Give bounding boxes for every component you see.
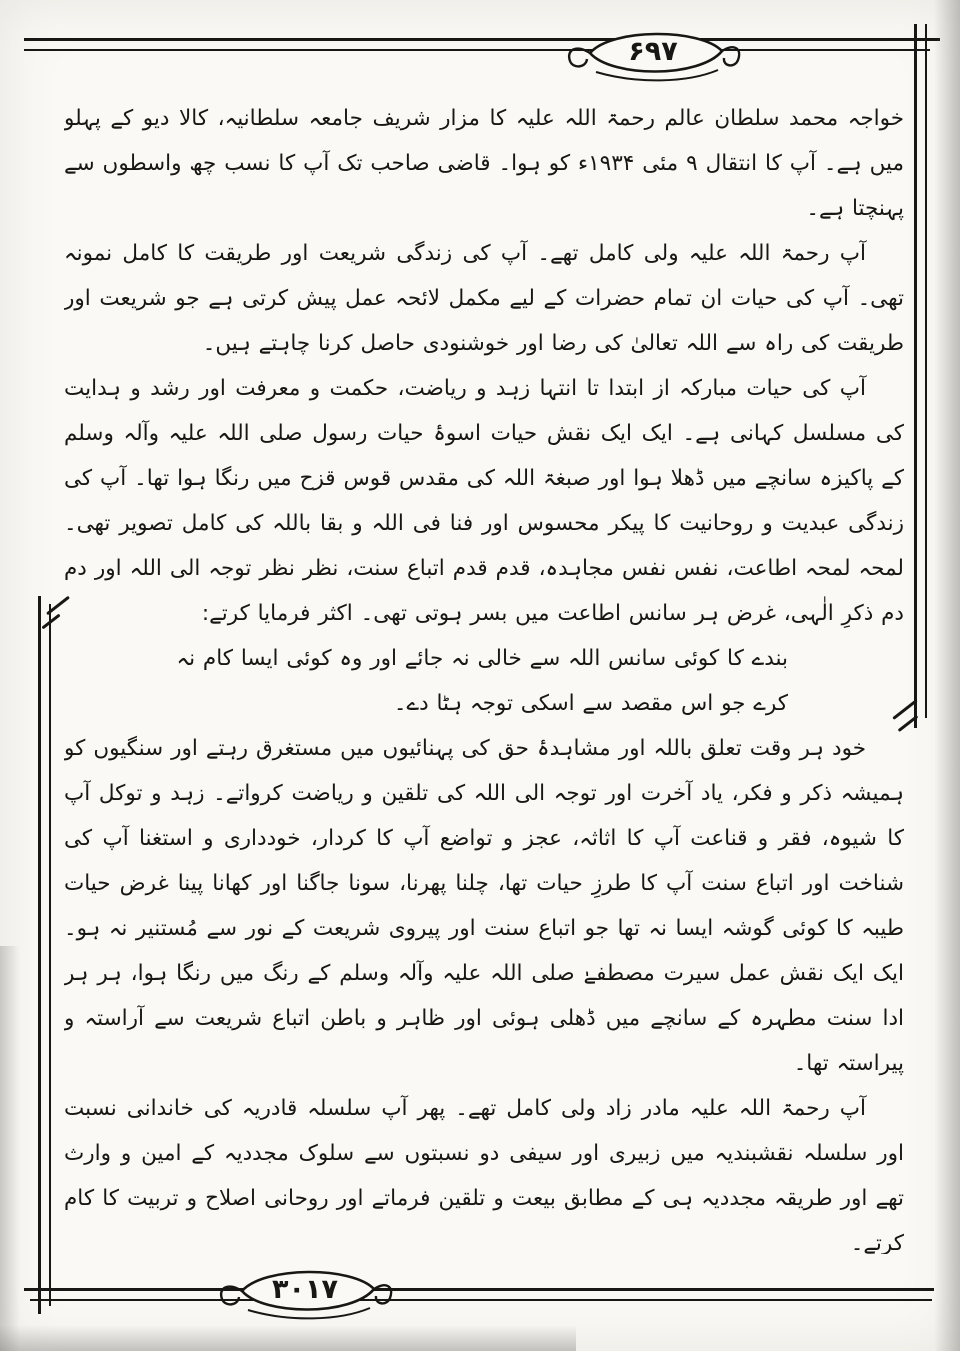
- border-left-outer-line: [38, 596, 41, 1314]
- quoted-saying: بندے کا کوئی سانس اللہ سے خالی نہ جائے اور وہ کوئی ایسا کام نہ کرے جو اس مقصد سے اسکی توجہ ہٹا دے۔: [176, 646, 788, 716]
- header-page-number-ornament: [562, 20, 744, 86]
- scan-shadow-bottom-edge: [0, 1325, 576, 1351]
- paragraph: خواجہ محمد سلطان عالم رحمۃ اللہ علیہ کا مزار شریف جامعہ سلطانیہ، کالا دیو کے پہلو میں ہے۔ آپ کا انتقال ۹ مئی ۱۹۳۴ء کو ہوا۔ قاضی صاحب تک آپ کا نسب چھ واسطوں سے پہنچتا ہے۔: [64, 106, 904, 221]
- paragraph: خود ہر وقت تعلق باللہ اور مشاہدۂ حق کی پہنائیوں میں مستغرق رہتے اور سنگیوں کو ہمیشہ ذکر و فکر، یاد آخرت اور توجہ الی اللہ کی تلقین و ریاضت کرواتے۔ زہد و توکل آپ کا شیوہ، فقر و قناعت آپ کا اثاثہ، عجز و تواضع آپ کا کردار، خودداری و استغنا آپ کی شناخت اور اتباع سنت آپ کا طرزِ حیات تھا، چلنا پھرنا، سونا جاگنا اور کھانا پینا غرض حیات طیبہ کا کوئی گوشہ ایسا نہ تھا جو اتباع سنت اور پیروی شریعت کے نور سے مُستنیر نہ ہو۔ ایک ایک نقش عمل سیرت مصطفےٰ صلی اللہ علیہ وآلہ وسلم کے رنگ میں رنگا ہوا، ہر ہر ادا سنت مطہرہ کے سانچے میں ڈھلی ہوئی اور ظاہر و باطن اتباع شریعت سے آراستہ و پیراستہ تھا۔: [64, 736, 904, 1076]
- paragraph: آپ رحمۃ اللہ علیہ ولی کامل تھے۔ آپ کی زندگی شریعت اور طریقت کا کامل نمونہ تھی۔ آپ کی حیات ان تمام حضرات کے لیے مکمل لائحہ عمل پیش کرتی ہے جو شریعت اور طریقت کی راہ سے اللہ تعالیٰ کی رضا اور خوشنودی حاصل کرنا چاہتے ہیں۔: [64, 241, 904, 356]
- footer-page-number-ornament: [214, 1258, 396, 1324]
- border-right-outer-line: [914, 24, 917, 728]
- border-left-inner-line: [49, 604, 51, 1306]
- border-right-inner-line: [925, 24, 927, 718]
- page-text: [64, 96, 904, 1254]
- border-top-inner-line: [24, 49, 930, 51]
- paragraph: آپ رحمۃ اللہ علیہ مادر زاد ولی کامل تھے۔ پھر آپ سلسلہ قادریہ کی خاندانی نسبت اور سلسلہ نقشبندیہ میں زبیری اور سیفی دو نسبتوں سے سلوک مجددیہ کے امین و وارث تھے اور طریقہ مجددیہ ہی کے مطابق بیعت و تلقین فرماتے اور روحانی اصلاح و تربیت کا کام کرتے۔: [64, 1096, 904, 1254]
- page-number-top: ۶۹۷: [628, 35, 678, 67]
- border-top-outer-line: [24, 38, 940, 41]
- scan-shadow-left-edge: [0, 946, 20, 1351]
- paragraph: آپ کی حیات مبارکہ از ابتدا تا انتہا زہد و ریاضت، حکمت و معرفت اور رشد و ہدایت کی مسلسل کہانی ہے۔ ایک ایک نقش حیات اسوۂ حیات رسول صلی اللہ علیہ وآلہ وسلم کے پاکیزہ سانچے میں ڈھلا ہوا اور صبغۃ اللہ کی مقدس قوس قزح میں رنگا ہوا تھا۔ آپ کی زندگی عبدیت و روحانیت کا پیکر محسوس اور فنا فی اللہ و بقا باللہ کی کامل تصویر تھی۔ لمحہ لمحہ اطاعت، نفس نفس مجاہدہ، قدم قدم اتباع سنت، نظر نظر توجہ الی اللہ اور دم دم ذکرِ الٰہی، غرض ہر سانس اطاعت میں بسر ہوتی تھی۔ اکثر فرمایا کرتے:: [64, 376, 904, 626]
- scan-shadow-right-edge: [934, 0, 960, 1351]
- page-number-bottom: ۳۰۱۷: [272, 1273, 338, 1305]
- border-bottom-outer-line: [24, 1288, 934, 1291]
- border-corner-flourish-left: [41, 614, 60, 630]
- border-bottom-inner-line: [30, 1299, 932, 1301]
